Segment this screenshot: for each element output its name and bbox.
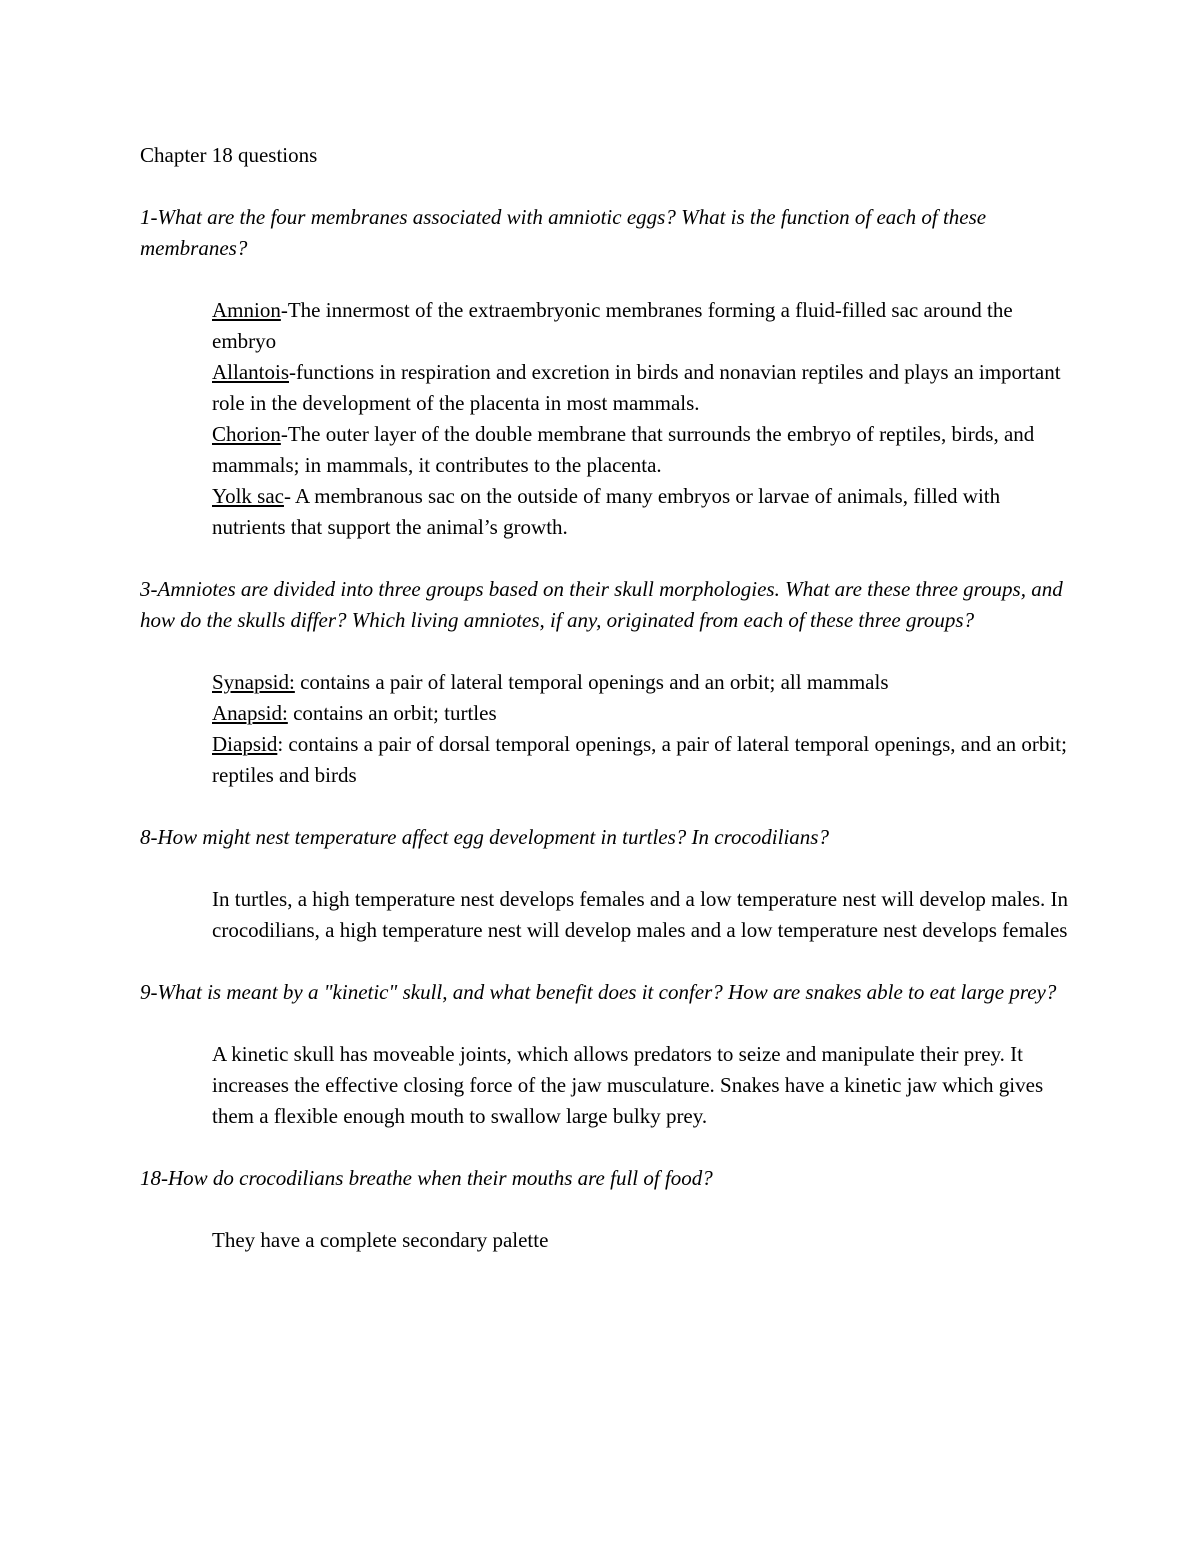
answer-entry-allantois [212, 357, 1070, 419]
answer-1 [212, 295, 1070, 543]
question-9: 9-What is meant by a "kinetic" skull, and what benefit does it confer? How are snakes able to eat large prey? [140, 980, 1057, 1004]
definition-chorion: -The outer layer of the double membrane that surrounds the embryo of reptiles, birds, and mammals; in mammals, it contributes to the placenta. [212, 422, 1035, 477]
page-title: Chapter 18 questions [140, 143, 318, 167]
question-18: 18-How do crocodilians breathe when their mouths are full of food? [140, 1166, 713, 1190]
term-diapsid: Diapsid [212, 732, 278, 756]
answer-text: They have a complete secondary palette [212, 1228, 549, 1252]
question-3: 3-Amniotes are divided into three groups based on their skull morphologies. What are these three groups, and how do the skulls differ? Which living amniotes, if any, originated from each of these three groups? [140, 577, 1063, 632]
term-yolk-sac: Yolk sac [212, 484, 284, 508]
answer-entry-amnion [212, 295, 1070, 357]
definition-allantois: -functions in respiration and excretion in birds and nonavian reptiles and plays an important role in the development of the placenta in most mammals. [212, 360, 1061, 415]
term-synapsid: Synapsid: [212, 670, 295, 694]
term-amnion: Amnion [212, 298, 281, 322]
term-chorion: Chorion [212, 422, 281, 446]
definition-diapsid: : contains a pair of dorsal temporal openings, a pair of lateral temporal openings, and an orbit; reptiles and birds [212, 732, 1067, 787]
answer-text: A kinetic skull has moveable joints, which allows predators to seize and manipulate their prey. It increases the effective closing force of the jaw musculature. Snakes have a kinetic jaw which gives them a flexible enough mouth to swallow large bulky prey. [212, 1042, 1044, 1128]
answer-3 [212, 667, 1070, 791]
answer-entry-chorion [212, 419, 1070, 481]
answer-18 [212, 1225, 1070, 1256]
answer-text: In turtles, a high temperature nest develops females and a low temperature nest will develop males. In crocodilians, a high temperature nest will develop males and a low temperature nest develops females [212, 887, 1069, 942]
definition-synapsid: contains a pair of lateral temporal openings and an orbit; all mammals [294, 670, 889, 694]
definition-anapsid: contains an orbit; turtles [287, 701, 497, 725]
answer-entry-synapsid [212, 667, 1070, 698]
answer-8 [212, 884, 1070, 946]
term-anapsid: Anapsid: [212, 701, 288, 725]
definition-yolk-sac: - A membranous sac on the outside of many embryos or larvae of animals, filled with nutrients that support the animal’s growth. [212, 484, 1001, 539]
definition-amnion: -The innermost of the extraembryonic membranes forming a fluid-filled sac around the embryo [212, 298, 1013, 353]
answer-9 [212, 1039, 1070, 1132]
answer-entry-anapsid [212, 698, 1070, 729]
answer-entry-diapsid [212, 729, 1070, 791]
term-allantois: Allantois [212, 360, 289, 384]
document-page [140, 140, 1070, 1287]
answer-entry-yolk-sac [212, 481, 1070, 543]
question-1: 1-What are the four membranes associated with amniotic eggs? What is the function of each of these membranes? [140, 205, 987, 260]
question-8: 8-How might nest temperature affect egg development in turtles? In crocodilians? [140, 825, 829, 849]
